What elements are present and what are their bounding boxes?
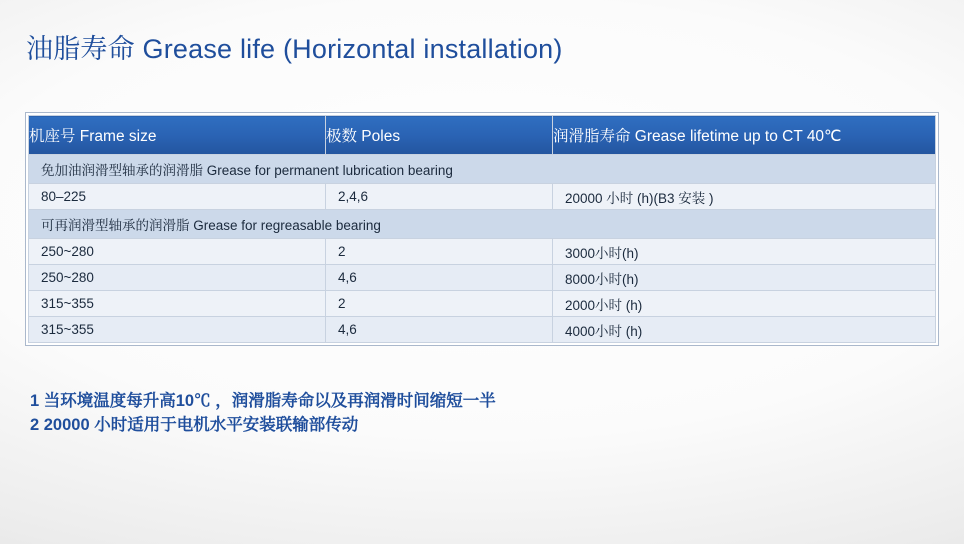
table-row bbox=[29, 184, 936, 210]
cell-poles: 2,4,6 bbox=[326, 184, 553, 210]
cell-poles: 2 bbox=[326, 239, 553, 265]
grease-life-table bbox=[28, 115, 936, 343]
cell-grease-lifetime: 2000小时 (h) bbox=[553, 291, 936, 317]
cell-poles: 2 bbox=[326, 291, 553, 317]
grease-life-table-container bbox=[25, 112, 939, 346]
table-body bbox=[29, 155, 936, 343]
cell-poles: 4,6 bbox=[326, 265, 553, 291]
column-header-frame-size: 机座号 Frame size bbox=[29, 116, 326, 155]
table-row bbox=[29, 317, 936, 343]
cell-frame-size: 315~355 bbox=[29, 317, 326, 343]
footnote-2: 2 20000 小时适用于电机水平安装联输部传动 bbox=[30, 415, 359, 434]
cell-grease-lifetime: 20000 小时 (h)(B3 安装 ) bbox=[553, 184, 936, 210]
cell-frame-size: 250~280 bbox=[29, 265, 326, 291]
cell-frame-size: 80–225 bbox=[29, 184, 326, 210]
table-section-row bbox=[29, 210, 936, 239]
cell-frame-size: 315~355 bbox=[29, 291, 326, 317]
table-row bbox=[29, 239, 936, 265]
column-header-poles: 极数 Poles bbox=[326, 116, 553, 155]
page-title: 油脂寿命 Grease life (Horizontal installation) bbox=[26, 34, 563, 64]
cell-grease-lifetime: 8000小时(h) bbox=[553, 265, 936, 291]
table-section-label: 免加油润滑型轴承的润滑脂 Grease for permanent lubrication bearing bbox=[29, 155, 936, 184]
table-row bbox=[29, 265, 936, 291]
table-row bbox=[29, 291, 936, 317]
column-header-grease-lifetime: 润滑脂寿命 Grease lifetime up to CT 40℃ bbox=[553, 116, 936, 155]
cell-frame-size: 250~280 bbox=[29, 239, 326, 265]
footnote-1: 1 当环境温度每升高10℃ ，润滑脂寿命以及再润滑时间缩短一半 bbox=[30, 392, 496, 410]
table-section-row bbox=[29, 155, 936, 184]
footnotes bbox=[30, 390, 496, 438]
table-section-label: 可再润滑型轴承的润滑脂 Grease for regreasable bearing bbox=[29, 210, 936, 239]
table-header bbox=[29, 116, 936, 155]
cell-grease-lifetime: 4000小时 (h) bbox=[553, 317, 936, 343]
cell-poles: 4,6 bbox=[326, 317, 553, 343]
cell-grease-lifetime: 3000小时(h) bbox=[553, 239, 936, 265]
table-header-row bbox=[29, 116, 936, 155]
